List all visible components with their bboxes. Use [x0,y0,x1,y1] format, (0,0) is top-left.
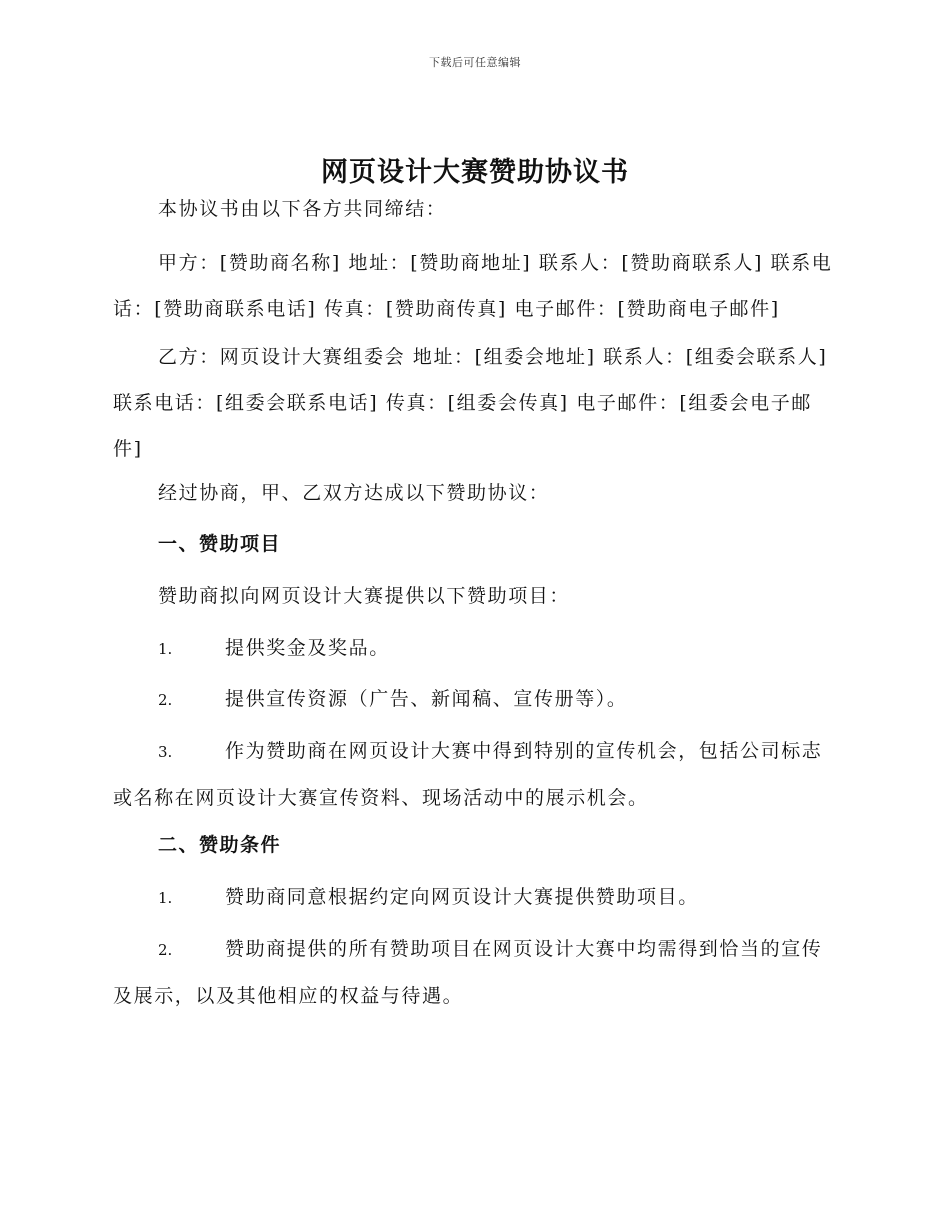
section-2-item-1 [113,874,837,921]
party-a-paragraph: 甲方：[赞助商名称] 地址：[赞助商地址] 联系人：[赞助商联系人] 联系电话：[赞助商联系电话] 传真：[赞助商传真] 电子邮件：[赞助商电子邮件] [113,252,833,320]
section-1-lead: 赞助商拟向网页设计大赛提供以下赞助项目： [158,585,571,607]
list-item-text: 赞助商提供的所有赞助项目在网页设计大赛中均需得到恰当的宣传及展示，以及其他相应的权益与待遇。 [113,938,823,1007]
page-header-note: 下载后可任意编辑 [429,56,521,69]
list-item-text: 赞助商同意根据约定向网页设计大赛提供赞助项目。 [225,886,699,908]
section-1-item-3 [113,728,837,821]
list-item-text: 作为赞助商在网页设计大赛中得到特别的宣传机会，包括公司标志或名称在网页设计大赛宣传资料、现场活动中的展示机会。 [113,740,823,809]
list-item-text: 提供宣传资源（广告、新闻稿、宣传册等）。 [225,688,628,710]
intro-paragraph: 本协议书由以下各方共同缔结： [158,198,447,220]
list-number: 2. [158,691,173,709]
list-number: 3. [158,743,173,761]
section-1-heading: 一、赞助项目 [158,533,282,555]
document-title: 网页设计大赛赞助协议书 [321,157,629,188]
list-number: 2. [158,941,173,959]
party-b-paragraph: 乙方：网页设计大赛组委会 地址：[组委会地址] 联系人：[组委会联系人] 联系电话：[组委会联系电话] 传真：[组委会传真] 电子邮件：[组委会电子邮件] [113,346,828,460]
agreement-intro-paragraph: 经过协商，甲、乙双方达成以下赞助协议： [158,482,550,504]
list-number: 1. [158,889,173,907]
section-2-heading: 二、赞助条件 [158,834,282,856]
list-item-text: 提供奖金及奖品。 [225,637,390,659]
section-1-item-2 [113,676,837,723]
list-number: 1. [158,640,173,658]
section-1-item-1 [113,625,837,672]
section-2-item-2 [113,926,837,1019]
